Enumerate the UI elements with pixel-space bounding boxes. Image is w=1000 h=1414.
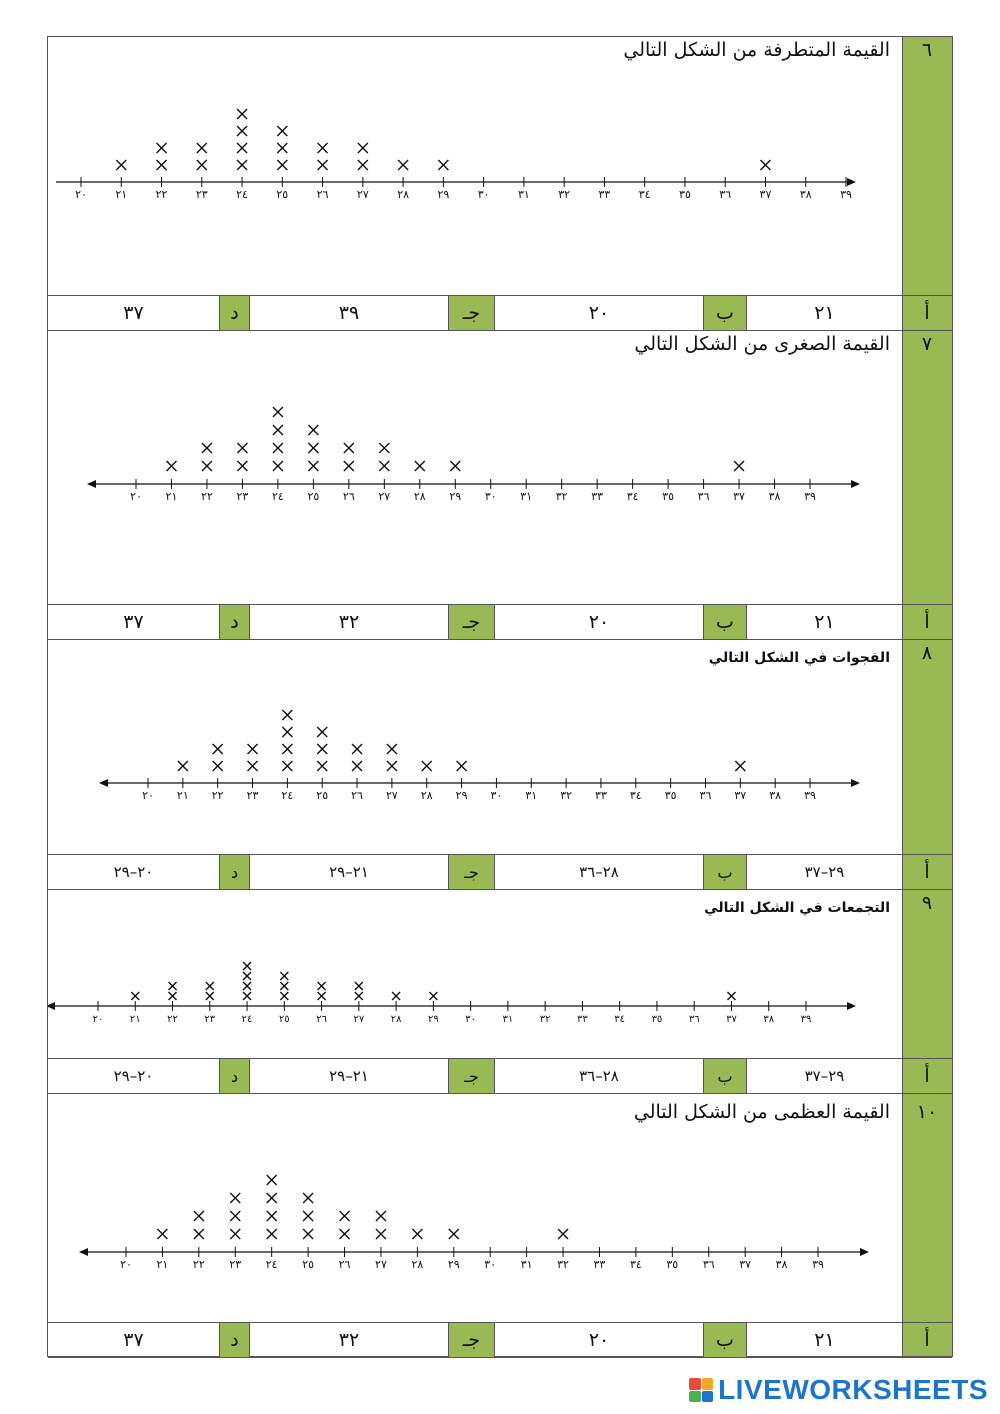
option-a[interactable]: ٢٩–٣٧ [804, 863, 845, 881]
option-b[interactable]: ٢٨–٣٦ [579, 1067, 619, 1085]
x-mark [392, 992, 400, 1000]
tick-label: ٢٤ [236, 188, 248, 201]
option-a-letter: أ [924, 1065, 930, 1087]
option-a-letter: أ [924, 1329, 930, 1351]
x-mark [376, 1211, 386, 1221]
x-mark [387, 761, 397, 771]
tick-label: ٣٦ [688, 1014, 700, 1025]
x-mark [267, 1193, 277, 1203]
x-mark [273, 407, 283, 417]
x-mark [157, 143, 167, 153]
tick-label: ٢٥ [278, 1014, 290, 1025]
x-mark [415, 461, 425, 471]
x-mark [273, 425, 283, 435]
tick-label: ٣١ [502, 1014, 514, 1025]
x-mark [457, 761, 467, 771]
question-number: ٦ [921, 39, 933, 61]
question-number: ١٠ [916, 1101, 938, 1123]
x-mark [197, 160, 207, 170]
tick-label: ٣٨ [775, 1258, 788, 1271]
option-d[interactable]: ٣٧ [123, 302, 144, 324]
x-mark [280, 982, 288, 990]
brand-name: LIVEWORKSHEETS [718, 1374, 988, 1405]
tick-label: ٢٩ [449, 490, 462, 503]
x-mark [277, 143, 287, 153]
tick-label: ٢٧ [356, 188, 369, 201]
tick-label: ٣٠ [490, 789, 503, 802]
x-mark [243, 982, 251, 990]
tick-label: ٣٧ [734, 789, 747, 802]
tick-label: ٣٧ [739, 1258, 752, 1271]
x-mark [277, 160, 287, 170]
tick-label: ٢٤ [241, 1014, 253, 1025]
tick-label: ٣٢ [558, 188, 571, 201]
x-mark [230, 1193, 240, 1203]
tick-label: ٢٣ [204, 1014, 216, 1025]
tick-label: ٣٥ [664, 789, 677, 802]
question-7 [48, 331, 952, 604]
tick-label: ٣١ [520, 490, 533, 503]
tick-label: ٢١ [115, 188, 128, 201]
answer-row-10 [48, 1322, 952, 1358]
option-c-letter: جـ [448, 1059, 495, 1093]
x-mark [429, 992, 437, 1000]
x-mark [398, 160, 408, 170]
tick-label: ٢٨ [411, 1258, 424, 1271]
line-plot [48, 331, 902, 604]
x-mark [131, 992, 139, 1000]
question-number: ٧ [921, 333, 933, 355]
x-mark [376, 1229, 386, 1239]
x-mark [422, 761, 432, 771]
x-mark [318, 160, 328, 170]
option-a[interactable]: ٢١ [814, 1329, 835, 1351]
axis-arrow-right [847, 178, 856, 186]
option-c[interactable]: ٢١–٢٩ [329, 863, 369, 881]
axis-arrow-right [860, 1248, 869, 1256]
x-mark [280, 992, 288, 1000]
x-mark [248, 761, 258, 771]
tick-label: ٣٨ [768, 490, 781, 503]
x-mark [243, 962, 251, 970]
x-mark [318, 982, 326, 990]
question-10 [48, 1099, 952, 1323]
line-plot [48, 1099, 902, 1323]
axis-arrow-left [48, 1002, 55, 1010]
x-mark [412, 1229, 422, 1239]
x-mark [248, 744, 258, 754]
x-mark [273, 443, 283, 453]
tick-label: ٣٨ [769, 789, 782, 802]
question-number: ٨ [921, 642, 933, 664]
option-b-letter: ب [703, 1323, 747, 1357]
option-c-letter: جـ [448, 855, 495, 889]
option-d-letter: د [219, 1059, 250, 1093]
tick-label: ٣٣ [595, 789, 607, 802]
option-c-letter: جـ [448, 605, 495, 639]
tick-label: ٣٤ [629, 1258, 642, 1271]
option-b-letter: ب [703, 605, 747, 639]
x-mark [116, 160, 126, 170]
tick-label: ٢٧ [375, 1258, 387, 1271]
x-mark [202, 443, 212, 453]
option-a[interactable]: ٢٩–٣٧ [804, 1067, 845, 1085]
tick-label: ٣٣ [598, 188, 611, 201]
x-mark [450, 461, 460, 471]
x-mark [358, 160, 368, 170]
tick-label: ٣١ [517, 188, 530, 201]
tick-label: ٣٩ [812, 1258, 824, 1271]
x-mark [340, 1211, 350, 1221]
tick-label: ٣٩ [804, 789, 816, 802]
tick-label: ٢٣ [195, 188, 208, 201]
tick-label: ٢٠ [142, 789, 154, 802]
tick-label: ٣٩ [804, 490, 816, 503]
x-mark [727, 992, 735, 1000]
tick-label: ٣٧ [759, 188, 772, 201]
option-a-letter: أ [924, 611, 930, 633]
tick-label: ٢٨ [397, 188, 410, 201]
tick-label: ٣٣ [593, 1258, 606, 1271]
x-mark [344, 443, 354, 453]
x-mark [169, 992, 177, 1000]
x-mark [273, 461, 283, 471]
answer-row-6 [48, 295, 952, 331]
tick-label: ٣٥ [679, 188, 691, 201]
tick-label: ٢٥ [307, 490, 320, 503]
option-b[interactable]: ٢٨–٣٦ [579, 863, 619, 881]
option-a[interactable]: ٢١ [814, 611, 835, 633]
option-c-letter: جـ [448, 296, 495, 330]
x-mark [438, 160, 448, 170]
option-a[interactable]: ٢١ [814, 302, 835, 324]
option-b[interactable]: ٢٠ [588, 611, 610, 633]
axis-arrow-right [851, 779, 860, 787]
axis-arrow-left [79, 1248, 88, 1256]
tick-label: ٢٤ [281, 789, 294, 802]
x-mark [303, 1229, 313, 1239]
question-title: القيمة الصغرى من الشكل التالي [634, 333, 890, 355]
tick-label: ٢٧ [353, 1014, 365, 1025]
x-mark [355, 992, 363, 1000]
x-mark [344, 461, 354, 471]
tick-label: ٣٠ [477, 188, 490, 201]
tick-label: ٣٥ [651, 1014, 663, 1025]
tick-label: ٢٢ [192, 1258, 205, 1271]
x-mark [318, 143, 328, 153]
x-mark [280, 972, 288, 980]
x-mark [230, 1211, 240, 1221]
option-d-letter: د [219, 605, 250, 639]
tick-label: ٣٦ [719, 188, 732, 201]
x-mark [213, 744, 223, 754]
x-mark [237, 160, 247, 170]
x-mark [166, 461, 176, 471]
x-mark [282, 710, 292, 720]
option-b[interactable]: ٢٠ [588, 302, 610, 324]
x-mark [379, 443, 389, 453]
x-mark [282, 761, 292, 771]
tick-label: ٢٢ [211, 789, 224, 802]
option-b-letter: ب [703, 296, 747, 330]
tick-label: ٣٩ [800, 1014, 812, 1025]
x-mark [178, 761, 188, 771]
tick-label: ٢٦ [342, 490, 355, 503]
x-mark [387, 744, 397, 754]
tick-label: ٢٥ [316, 789, 329, 802]
option-c[interactable]: ٢١–٢٩ [329, 1067, 369, 1085]
option-a-letter: أ [924, 861, 930, 883]
tick-label: ٢١ [156, 1258, 169, 1271]
tick-label: ٣٠ [465, 1014, 477, 1025]
x-mark [355, 982, 363, 990]
x-mark [213, 761, 223, 771]
tick-label: ٢٣ [246, 789, 259, 802]
option-d-letter: د [219, 296, 250, 330]
tick-label: ٢٩ [437, 188, 450, 201]
tick-label: ٢٣ [229, 1258, 242, 1271]
x-mark [237, 143, 247, 153]
axis-arrow-right [851, 480, 860, 488]
axis-arrow-left [99, 779, 108, 787]
tick-label: ٣٤ [626, 490, 639, 503]
tick-label: ٣٣ [577, 1014, 588, 1025]
x-mark [197, 143, 207, 153]
question-8 [48, 640, 952, 854]
option-d[interactable]: ٣٧ [123, 1329, 144, 1351]
x-mark [318, 992, 326, 1000]
x-mark [734, 461, 744, 471]
tick-label: ٣٢ [560, 789, 573, 802]
x-mark [277, 126, 287, 136]
answer-row-7 [48, 604, 952, 640]
tick-label: ٣٥ [666, 1258, 679, 1271]
liveworksheets-logo-icon [689, 1378, 713, 1402]
tick-label: ٢١ [165, 490, 178, 503]
tick-label: ٢٦ [316, 1014, 327, 1025]
x-mark [206, 982, 214, 990]
footer-brand [689, 1374, 988, 1406]
option-b-letter: ب [703, 1059, 747, 1093]
x-mark [237, 443, 247, 453]
x-mark [157, 1229, 167, 1239]
tick-label: ٢٩ [427, 1014, 439, 1025]
question-number: ٩ [921, 892, 933, 914]
tick-label: ٣٠ [484, 490, 497, 503]
tick-label: ٢٠ [75, 188, 87, 201]
tick-label: ٢٦ [351, 789, 363, 802]
tick-label: ٣٢ [557, 1258, 569, 1271]
tick-label: ٢٦ [338, 1258, 351, 1271]
option-d-letter: د [219, 855, 250, 889]
tick-label: ٢٢ [167, 1014, 178, 1025]
tick-label: ٣٧ [726, 1014, 737, 1025]
question-title: الفجوات في الشكل التالي [708, 650, 890, 666]
x-mark [202, 461, 212, 471]
answer-row-9 [48, 1058, 952, 1094]
tick-label: ٣٤ [629, 789, 642, 802]
tick-label: ٣٨ [799, 188, 812, 201]
x-mark [243, 972, 251, 980]
x-mark [379, 461, 389, 471]
answer-row-8 [48, 854, 952, 890]
x-mark [317, 727, 327, 737]
x-mark [267, 1229, 277, 1239]
tick-label: ٣٤ [614, 1014, 626, 1025]
option-d-letter: د [219, 1323, 250, 1357]
question-title: القيمة المتطرفة من الشكل التالي [623, 39, 890, 61]
tick-label: ٢٠ [92, 1014, 104, 1025]
tick-label: ٢١ [176, 789, 189, 802]
x-mark [206, 992, 214, 1000]
x-mark [352, 761, 362, 771]
tick-label: ٣٦ [699, 789, 712, 802]
x-mark [267, 1211, 277, 1221]
x-mark [157, 160, 167, 170]
x-mark [243, 992, 251, 1000]
tick-label: ٣٥ [662, 490, 675, 503]
tick-label: ٣٣ [591, 490, 604, 503]
tick-label: ٣٢ [539, 1014, 551, 1025]
tick-label: ٣٢ [555, 490, 568, 503]
x-mark [237, 461, 247, 471]
tick-label: ٢٨ [390, 1014, 402, 1025]
question-title: التجمعات في الشكل التالي [704, 900, 890, 916]
option-a-letter: أ [924, 302, 930, 324]
x-mark [358, 143, 368, 153]
tick-label: ٢٩ [447, 1258, 460, 1271]
x-mark [282, 727, 292, 737]
option-c[interactable]: ٣٢ [338, 611, 360, 633]
tick-label: ٢٣ [236, 490, 249, 503]
axis-arrow-left [87, 480, 96, 488]
x-mark [308, 425, 318, 435]
tick-label: ٣٤ [638, 188, 651, 201]
tick-label: ٢٨ [420, 789, 433, 802]
x-mark [760, 160, 770, 170]
tick-label: ٢٦ [316, 188, 329, 201]
option-c[interactable]: ٣٩ [338, 302, 360, 324]
x-mark [282, 744, 292, 754]
line-plot [48, 890, 902, 1058]
line-plot [48, 640, 902, 854]
question-9 [48, 890, 952, 1058]
x-mark [317, 744, 327, 754]
question-6 [48, 37, 952, 330]
option-c[interactable]: ٣٢ [338, 1329, 360, 1351]
x-mark [340, 1229, 350, 1239]
x-mark [735, 761, 745, 771]
x-mark [352, 744, 362, 754]
worksheet [47, 36, 953, 1357]
option-c-letter: جـ [448, 1323, 495, 1357]
tick-label: ٢٠ [120, 1258, 132, 1271]
x-mark [558, 1229, 568, 1239]
tick-label: ٣٨ [763, 1014, 775, 1025]
tick-label: ٣٧ [733, 490, 745, 503]
tick-label: ٣٦ [702, 1258, 715, 1271]
line-plot [48, 37, 902, 330]
tick-label: ٢٧ [385, 789, 398, 802]
tick-label: ٣١ [525, 789, 538, 802]
tick-label: ٢٤ [271, 490, 284, 503]
tick-label: ٢٤ [265, 1258, 278, 1271]
x-mark [230, 1229, 240, 1239]
tick-label: ٢٠ [130, 490, 142, 503]
x-mark [303, 1193, 313, 1203]
tick-label: ٢٩ [455, 789, 468, 802]
tick-label: ٣٦ [697, 490, 710, 503]
tick-label: ٣٠ [484, 1258, 497, 1271]
option-b[interactable]: ٢٠ [588, 1329, 610, 1351]
tick-label: ٢٥ [276, 188, 289, 201]
x-mark [267, 1175, 277, 1185]
option-b-letter: ب [703, 855, 747, 889]
x-mark [303, 1211, 313, 1221]
x-mark [308, 461, 318, 471]
x-mark [317, 761, 327, 771]
x-mark [449, 1229, 459, 1239]
option-d[interactable]: ٢٠–٢٩ [113, 863, 154, 881]
x-mark [237, 126, 247, 136]
x-mark [194, 1211, 204, 1221]
tick-label: ٣٩ [840, 188, 852, 201]
tick-label: ٢١ [129, 1014, 141, 1025]
tick-label: ٢٢ [201, 490, 213, 503]
option-d[interactable]: ٢٠–٢٩ [113, 1067, 154, 1085]
tick-label: ٢٥ [302, 1258, 315, 1271]
option-d[interactable]: ٣٧ [123, 611, 144, 633]
tick-label: ٢٨ [413, 490, 426, 503]
question-title: القيمة العظمى من الشكل التالي [633, 1101, 890, 1123]
x-mark [194, 1229, 204, 1239]
tick-label: ٣١ [520, 1258, 533, 1271]
tick-label: ٢٧ [378, 490, 391, 503]
x-mark [237, 109, 247, 119]
x-mark [308, 443, 318, 453]
axis-arrow-right [847, 1002, 856, 1010]
tick-label: ٢٢ [155, 188, 168, 201]
x-mark [169, 982, 177, 990]
